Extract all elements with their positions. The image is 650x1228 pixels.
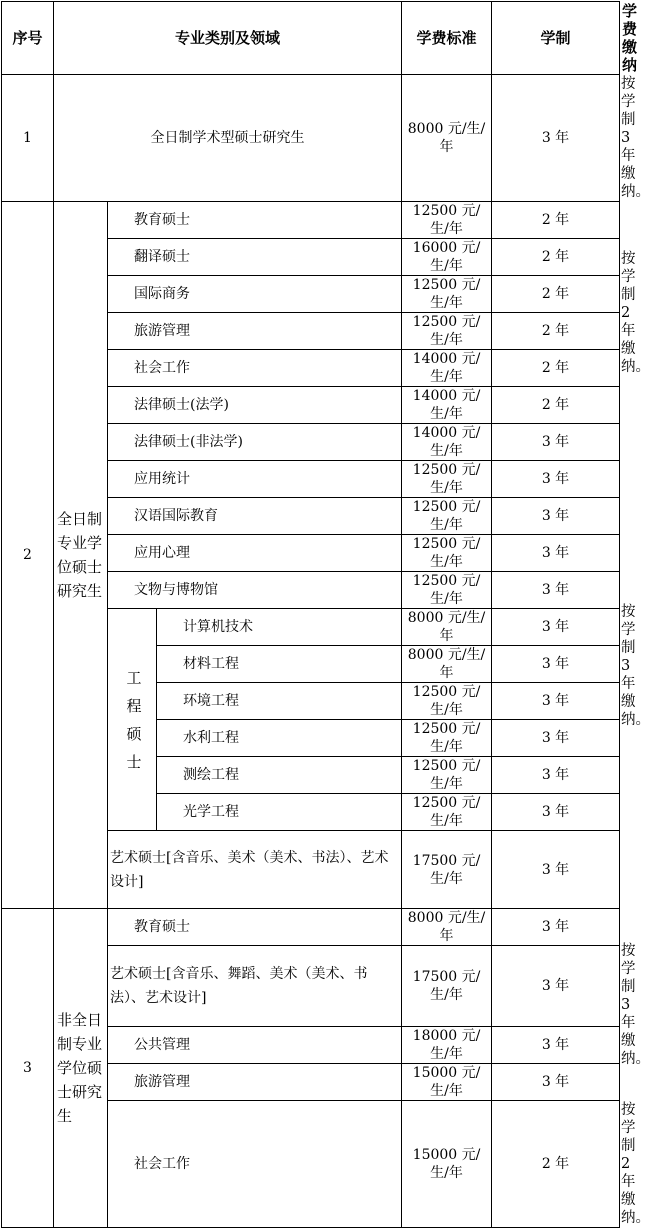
item-name: 教育硕士: [108, 202, 402, 239]
item-years: 3 年: [492, 1064, 620, 1101]
item-name: 社会工作: [108, 350, 402, 387]
item-fee: 12500 元/生/年: [402, 202, 492, 239]
item-years: 3 年: [492, 831, 620, 909]
item-name: 测绘工程: [157, 757, 402, 794]
item-years: 3 年: [492, 572, 620, 609]
item-fee: 12500 元/生/年: [402, 535, 492, 572]
row-no: 1: [2, 75, 54, 202]
tuition-table: [1, 1, 650, 1228]
item-fee: 17500 元/生/年: [402, 946, 492, 1027]
engineering-label: 工程硕士: [108, 609, 157, 831]
row-years: 3 年: [492, 75, 620, 202]
row-academic: 1 全日制学术型硕士研究生 8000 元/生/年 3 年 按学制 3 年缴纳。: [2, 75, 620, 202]
item-years: 2 年: [492, 276, 620, 313]
header-years: 学制: [492, 2, 620, 75]
item-fee: 16000 元/生/年: [402, 239, 492, 276]
group-label: 非全日制专业学位硕士研究生: [54, 909, 108, 1228]
item-name: 水利工程: [157, 720, 402, 757]
row-fee: 8000 元/生/年: [402, 75, 492, 202]
item-name: 旅游管理: [108, 313, 402, 350]
item-fee: 8000 元/生/年: [402, 609, 492, 646]
table-row: 2 全日制专业学位硕士研究生 教育硕士 12500 元/生/年 2 年 按学制 2 年缴纳。: [2, 202, 620, 239]
item-name: 艺术硕士[含音乐、舞蹈、美术（美术、书法）、艺术设计]: [108, 946, 402, 1027]
item-name: 旅游管理: [108, 1064, 402, 1101]
row-name: 全日制学术型硕士研究生: [54, 75, 402, 202]
table-row: 法律硕士(非法学) 14000 元/生/年 3 年 按学制 3 年缴纳。: [2, 424, 620, 461]
item-name: 公共管理: [108, 1027, 402, 1064]
header-no: 序号: [2, 2, 54, 75]
item-name: 法律硕士(非法学): [108, 424, 402, 461]
item-years: 2 年: [492, 387, 620, 424]
table-row: 3 非全日制专业学位硕士研究生 教育硕士 8000 元/生/年 3 年 按学制 3 年缴纳。: [2, 909, 620, 946]
header-row: 序号 专业类别及领域 学费标准 学制 学费缴纳: [2, 2, 620, 75]
item-years: 2 年: [492, 239, 620, 276]
group-no: 3: [2, 909, 54, 1228]
item-years: 3 年: [492, 609, 620, 646]
item-years: 3 年: [492, 535, 620, 572]
item-fee: 18000 元/生/年: [402, 1027, 492, 1064]
item-fee: 12500 元/生/年: [402, 683, 492, 720]
item-fee: 14000 元/生/年: [402, 424, 492, 461]
item-name: 计算机技术: [157, 609, 402, 646]
item-fee: 14000 元/生/年: [402, 350, 492, 387]
item-fee: 14000 元/生/年: [402, 387, 492, 424]
item-name: 翻译硕士: [108, 239, 402, 276]
item-fee: 12500 元/生/年: [402, 276, 492, 313]
item-name: 艺术硕士[含音乐、美术（美术、书法）、艺术设计]: [108, 831, 402, 909]
item-years: 3 年: [492, 794, 620, 831]
item-years: 3 年: [492, 1027, 620, 1064]
item-years: 3 年: [492, 498, 620, 535]
header-fee: 学费标准: [402, 2, 492, 75]
item-years: 3 年: [492, 909, 620, 946]
item-years: 3 年: [492, 757, 620, 794]
item-fee: 8000 元/生/年: [402, 909, 492, 946]
item-name: 国际商务: [108, 276, 402, 313]
item-fee: 12500 元/生/年: [402, 757, 492, 794]
group-no: 2: [2, 202, 54, 909]
item-fee: 12500 元/生/年: [402, 313, 492, 350]
header-category: 专业类别及领域: [54, 2, 402, 75]
item-years: 2 年: [492, 313, 620, 350]
item-years: 3 年: [492, 646, 620, 683]
item-fee: 8000 元/生/年: [402, 646, 492, 683]
item-years: 3 年: [492, 720, 620, 757]
item-years: 3 年: [492, 683, 620, 720]
item-name: 教育硕士: [108, 909, 402, 946]
item-years: 3 年: [492, 424, 620, 461]
item-fee: 12500 元/生/年: [402, 498, 492, 535]
item-years: 3 年: [492, 461, 620, 498]
item-name: 材料工程: [157, 646, 402, 683]
item-name: 应用心理: [108, 535, 402, 572]
item-name: 法律硕士(法学): [108, 387, 402, 424]
item-years: 2 年: [492, 1101, 620, 1228]
item-fee: 12500 元/生/年: [402, 720, 492, 757]
item-name: 社会工作: [108, 1101, 402, 1228]
item-years: 3 年: [492, 946, 620, 1027]
item-years: 2 年: [492, 202, 620, 239]
item-fee: 15000 元/生/年: [402, 1064, 492, 1101]
item-fee: 12500 元/生/年: [402, 794, 492, 831]
group-label: 全日制专业学位硕士研究生: [54, 202, 108, 909]
item-name: 光学工程: [157, 794, 402, 831]
item-name: 汉语国际教育: [108, 498, 402, 535]
table-row: 社会工作 15000 元/生/年 2 年 按学制 2 年缴纳。: [2, 1101, 620, 1228]
item-name: 文物与博物馆: [108, 572, 402, 609]
item-name: 环境工程: [157, 683, 402, 720]
item-fee: 17500 元/生/年: [402, 831, 492, 909]
item-fee: 12500 元/生/年: [402, 572, 492, 609]
item-fee: 15000 元/生/年: [402, 1101, 492, 1228]
item-years: 2 年: [492, 350, 620, 387]
item-name: 应用统计: [108, 461, 402, 498]
item-fee: 12500 元/生/年: [402, 461, 492, 498]
